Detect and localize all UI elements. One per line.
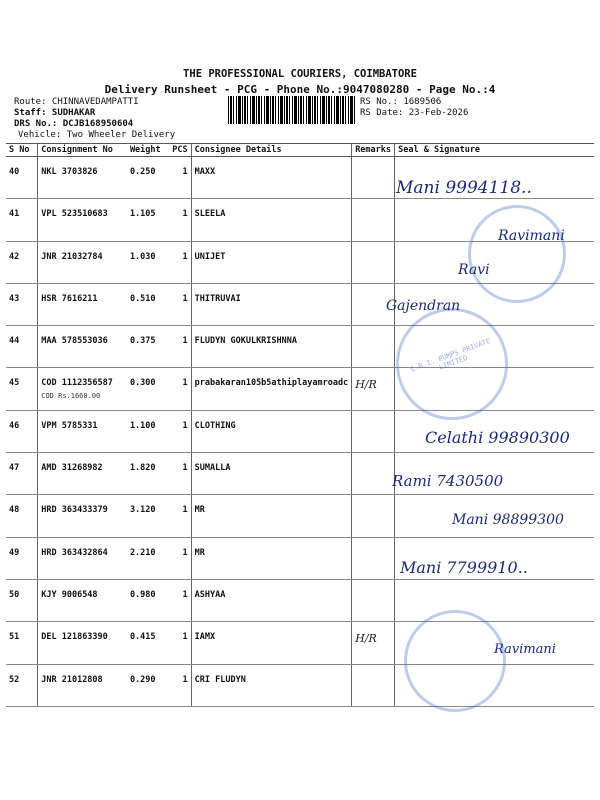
col-weight: Weight	[127, 144, 169, 157]
cell-cd	[191, 199, 352, 241]
cell-cd-text: FLUDYN GOKULKRISHNNA	[194, 336, 298, 347]
cell-wt-text: 0.980	[129, 589, 156, 600]
cell-wt	[127, 326, 169, 368]
rs-number: RS No.: 1689506	[360, 97, 442, 107]
col-signature: Seal & Signature	[395, 144, 594, 157]
cell-wt	[127, 622, 169, 664]
cell-cd-text: MAXX	[194, 167, 216, 177]
cell-cd-text: prabakaran105b5athiplayamroadc	[194, 378, 349, 389]
cell-sno-text: 44	[9, 336, 20, 347]
cell-pcs	[169, 241, 191, 283]
cell-cn-text: JNR 21012808	[41, 674, 103, 685]
cell-cd-text: UNIJET	[194, 251, 226, 262]
cod-amount: COD Rs.1660.00	[41, 392, 101, 401]
col-pcs: PCS	[169, 144, 191, 157]
cell-cn	[38, 241, 127, 283]
cell-cd	[191, 410, 352, 452]
cell-rm	[352, 199, 395, 241]
rs-date: RS Date: 23-Feb-2026	[360, 108, 469, 118]
company-stamp	[396, 308, 508, 420]
cell-cd-text: CRI FLUDYN	[194, 674, 246, 685]
cell-sno-text: 40	[9, 167, 20, 177]
cell-wt	[127, 495, 169, 537]
col-sno: S No	[6, 144, 38, 157]
signature: Gajendran	[386, 298, 461, 314]
cell-cd-text: SUMALLA	[194, 463, 231, 474]
signature: Ravi	[458, 262, 490, 278]
cell-sno	[6, 579, 38, 621]
cell-cn	[38, 326, 127, 368]
cell-cd-text: IAMX	[194, 632, 216, 643]
cell-cd	[191, 579, 352, 621]
cell-pcs-text: 1	[182, 674, 188, 685]
cell-rm	[352, 664, 395, 706]
col-consignee: Consignee Details	[191, 144, 352, 157]
cell-rm	[352, 579, 395, 621]
cell-cn	[38, 157, 127, 199]
cell-wt	[127, 241, 169, 283]
cell-signature	[395, 579, 594, 621]
cell-cd	[191, 157, 352, 199]
cell-cn	[38, 579, 127, 621]
cell-pcs-text: 1	[182, 167, 188, 177]
cell-rm	[352, 241, 395, 283]
cell-wt-text: 1.820	[129, 463, 156, 474]
route: Route: CHINNAVEDAMPATTI	[14, 97, 139, 107]
signature: Celathi 99890300	[425, 428, 570, 447]
table-row	[6, 664, 594, 706]
cell-wt	[127, 664, 169, 706]
cell-cd-text: SLEELA	[194, 209, 226, 220]
signature: Mani 7799910..	[400, 558, 528, 577]
cell-wt	[127, 283, 169, 325]
cell-pcs-text: 1	[182, 251, 188, 262]
cell-cd-text: MR	[194, 547, 205, 558]
company-stamp	[404, 610, 506, 712]
cell-pcs	[169, 579, 191, 621]
cell-sno-text: 43	[9, 293, 20, 304]
cell-wt-text: 2.210	[129, 547, 156, 558]
cell-cd	[191, 453, 352, 495]
col-remarks: Remarks	[352, 144, 395, 157]
staff: Staff: SUDHAKAR	[14, 108, 96, 118]
cell-wt	[127, 537, 169, 579]
signature: Mani 9994118..	[396, 178, 532, 198]
cell-pcs-text: 1	[182, 505, 188, 516]
cell-cn-text: DEL 121863390	[41, 632, 108, 643]
cell-cd	[191, 241, 352, 283]
stamp-text: C.R.I. PUMPS PRIVATE LIMITED	[409, 337, 492, 374]
cell-pcs-text: 1	[182, 632, 188, 643]
cell-cn	[38, 622, 127, 664]
cell-cn	[38, 283, 127, 325]
cell-cd-text: MR	[194, 505, 205, 516]
cell-wt-text: 0.415	[129, 632, 156, 643]
cell-wt	[127, 368, 169, 410]
cell-wt-text: 0.290	[129, 674, 156, 685]
cell-cn-text: HRD 363432864	[41, 547, 108, 558]
cell-pcs-text: 1	[182, 463, 188, 474]
cell-cn-text: AMD 31268982	[41, 463, 103, 474]
cell-cn-text: NKL 3703826	[41, 167, 98, 177]
company-title: THE PROFESSIONAL COURIERS, COIMBATORE	[183, 68, 417, 80]
cell-cn-text: VPM 5785331	[41, 420, 98, 431]
cell-pcs	[169, 537, 191, 579]
cell-cn	[38, 199, 127, 241]
cell-sno	[6, 326, 38, 368]
cell-sno-text: 45	[9, 378, 20, 389]
cell-sno	[6, 622, 38, 664]
cell-sno-text: 51	[9, 632, 20, 643]
cell-wt	[127, 157, 169, 199]
barcode	[228, 96, 356, 124]
cell-rm	[352, 622, 395, 664]
cell-pcs	[169, 664, 191, 706]
cell-cn-text: VPL 523510683	[41, 209, 108, 220]
cell-rm	[352, 495, 395, 537]
cell-pcs	[169, 453, 191, 495]
cell-sno	[6, 241, 38, 283]
runsheet-title: Delivery Runsheet - PCG - Phone No.:9047080280 - Page No.:4	[104, 83, 496, 96]
cell-cd-text: ASHYAA	[194, 589, 226, 600]
cell-pcs	[169, 495, 191, 537]
cell-rm	[352, 157, 395, 199]
cell-cd-text: THITRUVAI	[194, 293, 241, 304]
cell-sno-text: 52	[9, 674, 20, 685]
cell-pcs-text: 1	[182, 336, 188, 347]
cell-cn	[38, 495, 127, 537]
cell-rm-text: H/R	[355, 378, 377, 392]
cell-cn-text: COD 1112356587	[41, 378, 113, 389]
cell-pcs	[169, 410, 191, 452]
table-row	[6, 579, 594, 621]
cell-cd-text: CLOTHING	[194, 420, 236, 431]
cell-sno	[6, 664, 38, 706]
cell-rm	[352, 368, 395, 410]
cell-pcs	[169, 368, 191, 410]
signature: Ravimani	[494, 642, 556, 657]
cell-cn-text: JNR 21032784	[41, 251, 103, 262]
cell-wt-text: 0.375	[129, 336, 156, 347]
cell-cn	[38, 537, 127, 579]
cell-rm	[352, 326, 395, 368]
cell-pcs-text: 1	[182, 547, 188, 558]
vehicle: Vehicle: Two Wheeler Delivery	[18, 130, 176, 140]
cell-wt-text: 1.105	[129, 209, 156, 220]
cell-sno-text: 42	[9, 251, 20, 262]
cell-sno-text: 41	[9, 209, 20, 220]
signature: Rami 7430500	[392, 472, 504, 490]
signature: Ravimani	[498, 228, 565, 244]
cell-pcs	[169, 622, 191, 664]
cell-cd	[191, 537, 352, 579]
table-row	[6, 453, 594, 495]
cell-pcs	[169, 157, 191, 199]
cell-pcs-text: 1	[182, 378, 188, 389]
cell-pcs	[169, 283, 191, 325]
drs-number: DRS No.: DCJB168950604	[14, 119, 134, 129]
cell-cd	[191, 283, 352, 325]
cell-rm	[352, 453, 395, 495]
cell-cn	[38, 410, 127, 452]
cell-cn-text: KJY 9006548	[41, 589, 98, 600]
cell-wt	[127, 199, 169, 241]
cell-sno	[6, 283, 38, 325]
cell-sno	[6, 453, 38, 495]
cell-sno-text: 46	[9, 420, 20, 431]
company-stamp	[468, 205, 566, 303]
cell-sno	[6, 199, 38, 241]
table-header	[6, 144, 594, 157]
cell-wt	[127, 453, 169, 495]
cell-sno-text: 50	[9, 589, 20, 600]
cell-wt-text: 0.510	[129, 293, 156, 304]
cell-sno-text: 48	[9, 505, 20, 516]
cell-wt-text: 0.250	[129, 167, 156, 177]
cell-rm	[352, 537, 395, 579]
cell-sno-text: 47	[9, 463, 20, 474]
cell-sno	[6, 537, 38, 579]
cell-wt-text: 1.030	[129, 251, 156, 262]
cell-cd	[191, 622, 352, 664]
cell-pcs-text: 1	[182, 420, 188, 431]
cell-cn	[38, 453, 127, 495]
cell-cn-text: HRD 363433379	[41, 505, 108, 516]
cell-cd	[191, 368, 352, 410]
cell-cn	[38, 368, 127, 410]
cell-wt-text: 1.100	[129, 420, 156, 431]
cell-wt	[127, 410, 169, 452]
cell-cn	[38, 664, 127, 706]
cell-sno-text: 49	[9, 547, 20, 558]
cell-pcs-text: 1	[182, 293, 188, 304]
cell-sno	[6, 157, 38, 199]
signature: Mani 98899300	[452, 512, 564, 528]
cell-rm-text: H/R	[355, 632, 377, 646]
cell-pcs-text: 1	[182, 209, 188, 220]
col-consignment: Consignment No	[38, 144, 127, 157]
cell-sno	[6, 410, 38, 452]
cell-pcs-text: 1	[182, 589, 188, 600]
cell-cn-text: HSR 7616211	[41, 293, 98, 304]
cell-sno	[6, 495, 38, 537]
cell-rm	[352, 410, 395, 452]
cell-cn-text: MAA 578553036	[41, 336, 108, 347]
cell-cd	[191, 664, 352, 706]
cell-sno	[6, 368, 38, 410]
cell-pcs	[169, 326, 191, 368]
cell-cd	[191, 326, 352, 368]
cell-pcs	[169, 199, 191, 241]
cell-wt-text: 3.120	[129, 505, 156, 516]
cell-wt-text: 0.300	[129, 378, 156, 389]
cell-cd	[191, 495, 352, 537]
cell-wt	[127, 579, 169, 621]
